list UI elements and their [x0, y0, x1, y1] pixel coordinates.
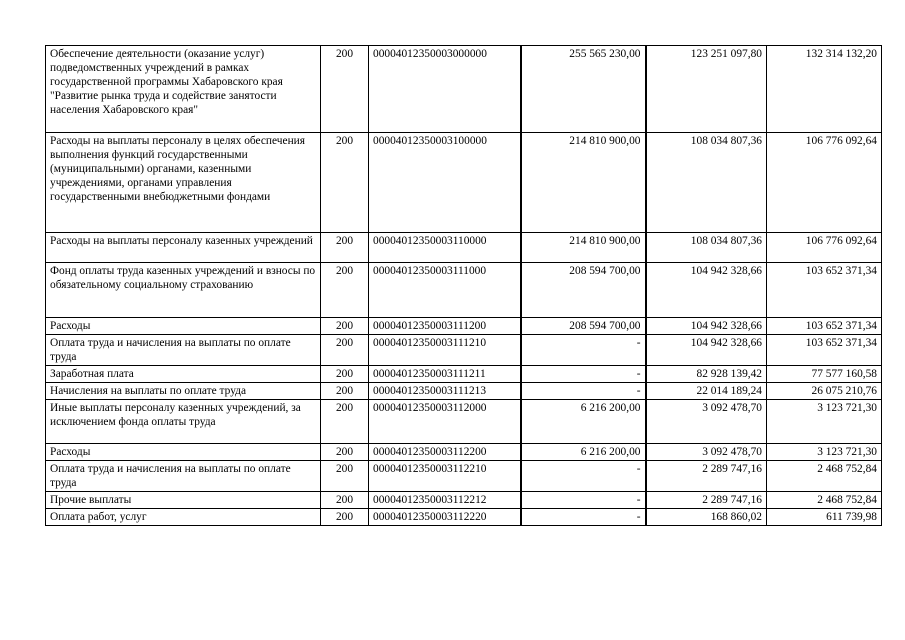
table-row: [46, 335, 882, 366]
row-unexecuted-cell: 2 468 752,84: [767, 492, 882, 509]
row-kbk-cell: 00004012350003111213: [369, 383, 521, 400]
row-kbk-cell: 00004012350003111210: [369, 335, 521, 366]
row-executed-cell: 104 942 328,66: [646, 335, 767, 366]
table-row: [46, 263, 882, 318]
row-name-cell: Расходы на выплаты персоналу в целях обеспечения выполнения функций государственными (муниципальными) органами, казенными учреждениями, органами управления государственными внебюджетными фондами: [46, 133, 321, 233]
row-executed-cell: 108 034 807,36: [646, 133, 767, 233]
row-approved-cell: 214 810 900,00: [521, 133, 646, 233]
row-unexecuted-cell: 106 776 092,64: [767, 233, 882, 263]
row-kbk-cell: 00004012350003000000: [369, 46, 521, 133]
row-executed-cell: 82 928 139,42: [646, 366, 767, 383]
row-code-cell: 200: [321, 133, 369, 233]
table-row: [46, 46, 882, 133]
row-kbk-cell: 00004012350003112212: [369, 492, 521, 509]
row-unexecuted-cell: 106 776 092,64: [767, 133, 882, 233]
row-approved-cell: -: [521, 335, 646, 366]
table-row: [46, 400, 882, 444]
row-name-cell: Заработная плата: [46, 366, 321, 383]
row-kbk-cell: 00004012350003110000: [369, 233, 521, 263]
row-kbk-cell: 00004012350003112220: [369, 509, 521, 526]
row-executed-cell: 2 289 747,16: [646, 492, 767, 509]
row-name-cell: Оплата работ, услуг: [46, 509, 321, 526]
row-name-cell: Оплата труда и начисления на выплаты по оплате труда: [46, 461, 321, 492]
row-kbk-cell: 00004012350003100000: [369, 133, 521, 233]
row-unexecuted-cell: 132 314 132,20: [767, 46, 882, 133]
row-code-cell: 200: [321, 444, 369, 461]
row-approved-cell: -: [521, 366, 646, 383]
row-code-cell: 200: [321, 383, 369, 400]
row-code-cell: 200: [321, 509, 369, 526]
row-approved-cell: 6 216 200,00: [521, 444, 646, 461]
row-code-cell: 200: [321, 318, 369, 335]
row-unexecuted-cell: 103 652 371,34: [767, 335, 882, 366]
row-name-cell: Расходы на выплаты персоналу казенных учреждений: [46, 233, 321, 263]
row-name-cell: Иные выплаты персоналу казенных учреждений, за исключением фонда оплаты труда: [46, 400, 321, 444]
row-executed-cell: 3 092 478,70: [646, 400, 767, 444]
row-kbk-cell: 00004012350003111211: [369, 366, 521, 383]
table-row: [46, 133, 882, 233]
row-code-cell: 200: [321, 263, 369, 318]
row-executed-cell: 22 014 189,24: [646, 383, 767, 400]
row-unexecuted-cell: 77 577 160,58: [767, 366, 882, 383]
row-name-cell: Фонд оплаты труда казенных учреждений и взносы по обязательному социальному страхованию: [46, 263, 321, 318]
row-executed-cell: 168 860,02: [646, 509, 767, 526]
row-code-cell: 200: [321, 233, 369, 263]
table-row: [46, 233, 882, 263]
budget-execution-table: [45, 45, 882, 526]
table-row: [46, 366, 882, 383]
row-name-cell: Прочие выплаты: [46, 492, 321, 509]
row-code-cell: 200: [321, 366, 369, 383]
row-code-cell: 200: [321, 335, 369, 366]
row-approved-cell: 255 565 230,00: [521, 46, 646, 133]
row-name-cell: Расходы: [46, 318, 321, 335]
row-executed-cell: 2 289 747,16: [646, 461, 767, 492]
row-approved-cell: 208 594 700,00: [521, 318, 646, 335]
row-executed-cell: 108 034 807,36: [646, 233, 767, 263]
row-approved-cell: -: [521, 492, 646, 509]
row-code-cell: 200: [321, 492, 369, 509]
row-executed-cell: 123 251 097,80: [646, 46, 767, 133]
row-unexecuted-cell: 103 652 371,34: [767, 263, 882, 318]
row-name-cell: Начисления на выплаты по оплате труда: [46, 383, 321, 400]
row-kbk-cell: 00004012350003111200: [369, 318, 521, 335]
row-approved-cell: -: [521, 509, 646, 526]
table-row: [46, 383, 882, 400]
row-unexecuted-cell: 611 739,98: [767, 509, 882, 526]
row-approved-cell: 214 810 900,00: [521, 233, 646, 263]
row-name-cell: Оплата труда и начисления на выплаты по оплате труда: [46, 335, 321, 366]
row-executed-cell: 104 942 328,66: [646, 263, 767, 318]
row-kbk-cell: 00004012350003112210: [369, 461, 521, 492]
row-code-cell: 200: [321, 461, 369, 492]
row-unexecuted-cell: 103 652 371,34: [767, 318, 882, 335]
row-unexecuted-cell: 26 075 210,76: [767, 383, 882, 400]
table-row: [46, 461, 882, 492]
row-code-cell: 200: [321, 46, 369, 133]
table-body: [46, 46, 882, 526]
row-unexecuted-cell: 2 468 752,84: [767, 461, 882, 492]
row-executed-cell: 104 942 328,66: [646, 318, 767, 335]
row-approved-cell: 208 594 700,00: [521, 263, 646, 318]
table-row: [46, 492, 882, 509]
table-row: [46, 444, 882, 461]
row-approved-cell: -: [521, 383, 646, 400]
row-kbk-cell: 00004012350003112000: [369, 400, 521, 444]
row-kbk-cell: 00004012350003112200: [369, 444, 521, 461]
row-unexecuted-cell: 3 123 721,30: [767, 400, 882, 444]
row-unexecuted-cell: 3 123 721,30: [767, 444, 882, 461]
row-kbk-cell: 00004012350003111000: [369, 263, 521, 318]
row-approved-cell: -: [521, 461, 646, 492]
row-name-cell: Обеспечение деятельности (оказание услуг) подведомственных учреждений в рамках государственной программы Хабаровского края "Развитие рынка труда и содействие занятости населения Хабаровского края": [46, 46, 321, 133]
row-approved-cell: 6 216 200,00: [521, 400, 646, 444]
row-name-cell: Расходы: [46, 444, 321, 461]
row-executed-cell: 3 092 478,70: [646, 444, 767, 461]
row-code-cell: 200: [321, 400, 369, 444]
table-row: [46, 509, 882, 526]
table-row: [46, 318, 882, 335]
